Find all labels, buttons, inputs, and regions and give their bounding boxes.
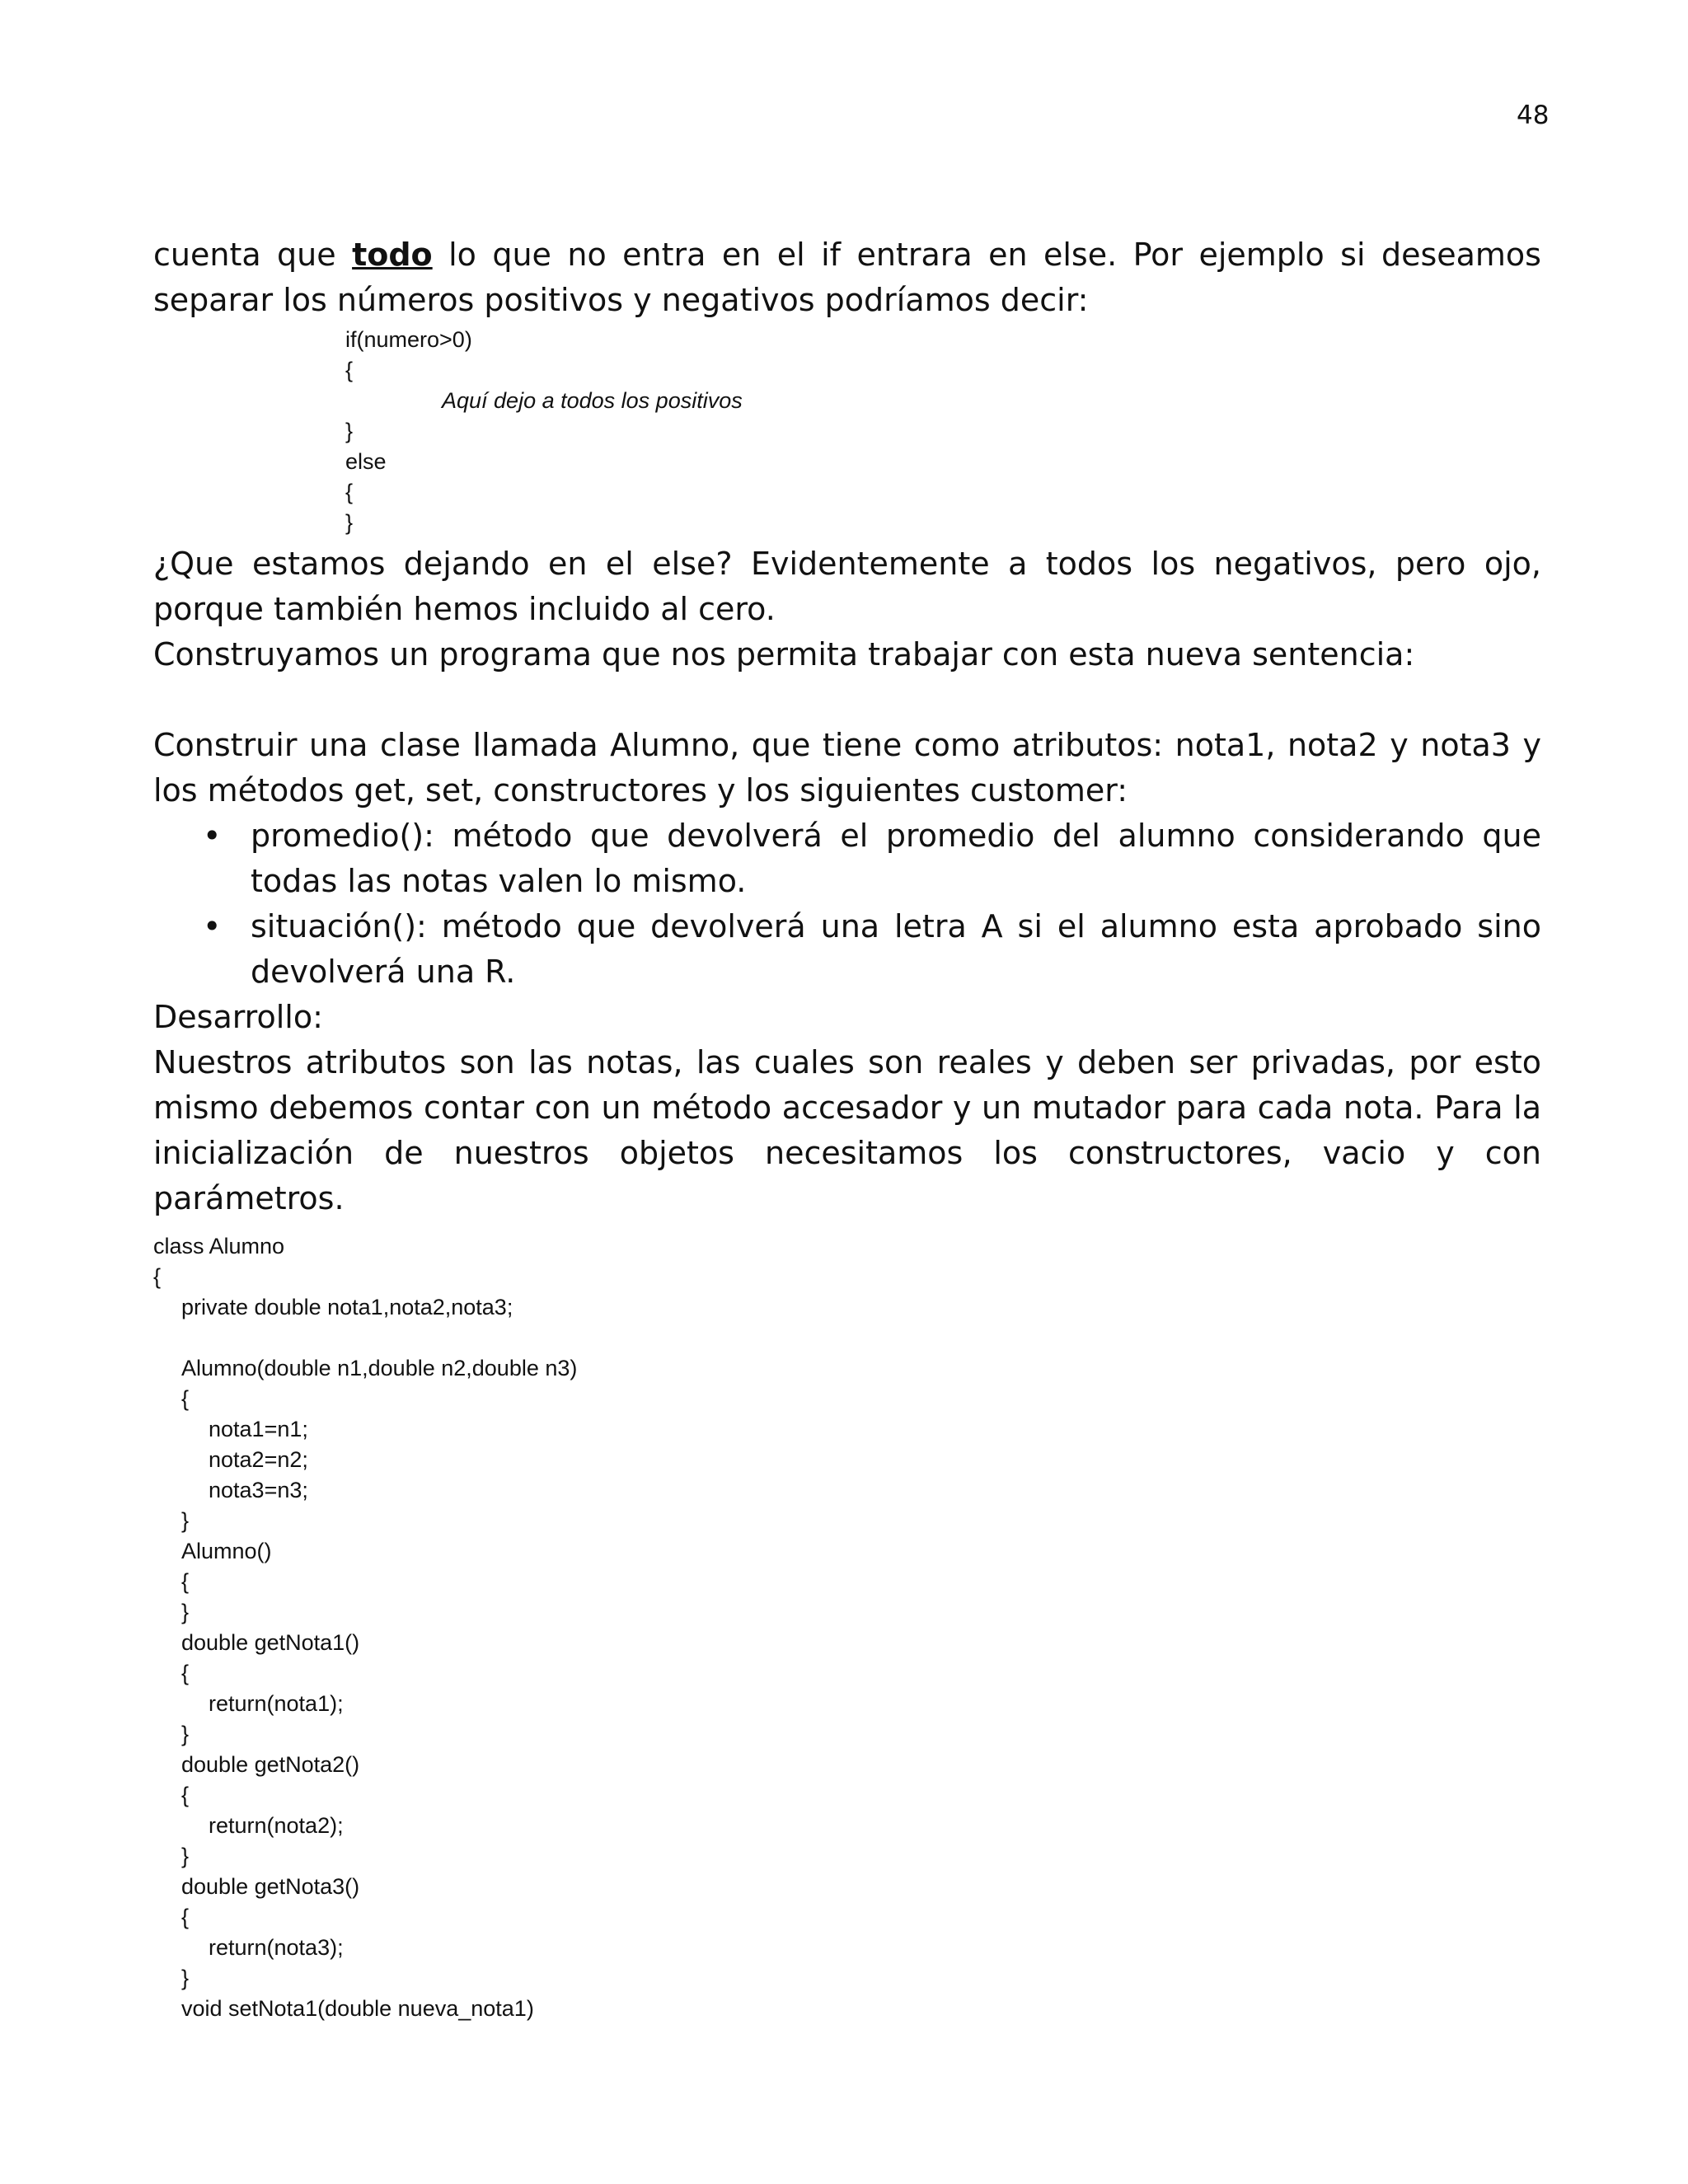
- intro-text-after: lo que no entra en el if entrara en else. Por ejemplo si deseamos separar los números positivos y negativos podríamos decir:: [153, 237, 1541, 318]
- list-item-text: promedio(): método que devolverá el promedio del alumno considerando que todas las notas valen lo mismo.: [251, 818, 1541, 899]
- code-line: {: [181, 1905, 190, 1929]
- code-line: return(nota3);: [209, 1935, 344, 1960]
- paragraph-development: Nuestros atributos son las notas, las cuales son reales y deben ser privadas, por esto mismo debemos contar con un método accesador y un mutador para cada nota. Para la inicialización de nuestros objetos necesitamos los constructores, vacio y con parámetros.: [153, 1044, 1541, 1216]
- paragraph-assignment: Construir una clase llamada Alumno, que tiene como atributos: nota1, nota2 y nota3 y los métodos get, set, constructores y los siguientes customer:: [153, 727, 1541, 808]
- code-line: return(nota1);: [209, 1691, 344, 1716]
- code-line: {: [153, 1264, 162, 1289]
- code-line: }: [345, 510, 354, 535]
- paragraph-else-question: ¿Que estamos dejando en el else? Evidentemente a todos los negativos, pero ojo, porque también hemos incluido al cero.: [153, 546, 1541, 627]
- bullet-icon: •: [203, 818, 222, 854]
- page-content: [153, 232, 1541, 2024]
- code-line: private double nota1,nota2,nota3;: [181, 1295, 513, 1319]
- code-comment: Aquí dejo a todos los positivos: [442, 388, 743, 413]
- page-number: 48: [1517, 101, 1550, 130]
- code-line: {: [181, 1661, 190, 1685]
- list-item-text: situación(): método que devolverá una letra A si el alumno esta aprobado sino devolverá una R.: [251, 908, 1541, 990]
- code-line: else: [345, 449, 387, 474]
- code-line: double getNota1(): [181, 1630, 360, 1655]
- code-line: nota1=n1;: [209, 1417, 308, 1441]
- code-line: nota2=n2;: [209, 1447, 308, 1472]
- code-line: void setNota1(double nueva_nota1): [181, 1996, 534, 2021]
- code-line: class Alumno: [153, 1234, 285, 1258]
- code-line: {: [345, 480, 354, 504]
- code-line: {: [181, 1783, 190, 1807]
- intro-text-before: cuenta que: [153, 237, 353, 273]
- method-list: [153, 813, 1541, 995]
- code-line: }: [181, 1600, 190, 1624]
- code-line: Alumno(): [181, 1539, 272, 1563]
- code-line: nota3=n3;: [209, 1478, 308, 1502]
- code-line: double getNota3(): [181, 1874, 360, 1899]
- code-line: {: [181, 1569, 190, 1594]
- code-line: }: [181, 1966, 190, 1990]
- emphasis-todo: todo: [352, 237, 433, 273]
- code-line: double getNota2(): [181, 1752, 360, 1777]
- bullet-icon: •: [203, 908, 222, 944]
- code-blank-line: [153, 1323, 1541, 1353]
- code-line: return(nota2);: [209, 1813, 344, 1838]
- list-item: [153, 813, 1541, 904]
- paragraph-program-intro: Construyamos un programa que nos permita trabajar con esta nueva sentencia:: [153, 636, 1415, 673]
- code-line: if(numero>0): [345, 327, 472, 352]
- paragraph-intro: [153, 232, 1541, 323]
- code-line: }: [345, 419, 354, 443]
- code-line: }: [181, 1508, 190, 1533]
- alumno-class-code: [153, 1231, 1541, 2024]
- heading-desarrollo: Desarrollo:: [153, 999, 323, 1035]
- code-line: {: [345, 358, 354, 382]
- code-line: }: [181, 1844, 190, 1868]
- if-else-example: [345, 325, 1541, 538]
- code-line: {: [181, 1386, 190, 1411]
- code-line: Alumno(double n1,double n2,double n3): [181, 1356, 578, 1380]
- list-item: [153, 904, 1541, 995]
- code-line: }: [181, 1722, 190, 1746]
